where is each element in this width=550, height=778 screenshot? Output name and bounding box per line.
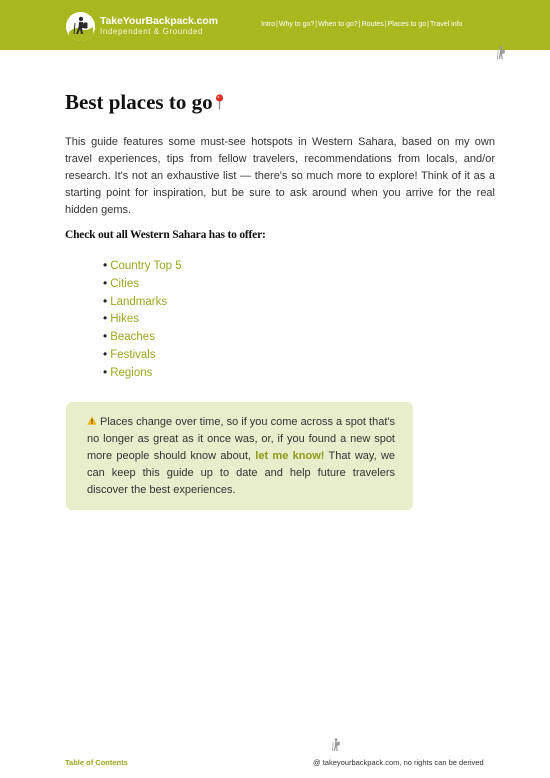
brand-name[interactable]: TakeYourBackpack.com	[100, 15, 218, 27]
list-item	[103, 275, 182, 293]
page-title	[65, 90, 224, 115]
nav-routes[interactable]: Routes	[361, 21, 384, 28]
intro-paragraph: This guide features some must-see hotspots in Western Sahara, based on my own travel experiences, tips from fellow travelers, recommendations from locals, and/or research. It's not an exhaustive list — there's so much more to explore! Think of it as a starting point for inspiration, but be sure to ask around when you arrive for the real hidden gems.	[65, 136, 495, 216]
list-item	[103, 310, 182, 328]
nav-why-to-go[interactable]: Why to go?	[278, 21, 315, 28]
site-header	[0, 0, 550, 50]
copyright-text: @ takeyourbackpack.com, no rights can be derived	[313, 758, 484, 767]
link-hikes[interactable]: Hikes	[110, 313, 139, 326]
nav-when-to-go[interactable]: When to go?	[318, 21, 358, 28]
link-cities[interactable]: Cities	[110, 277, 139, 290]
list-item	[103, 293, 182, 311]
pin-icon	[215, 94, 224, 110]
list-item	[103, 328, 182, 346]
link-festivals[interactable]: Festivals	[110, 348, 156, 361]
page-title-text: Best places to go	[65, 90, 213, 114]
nav-intro[interactable]: Intro	[261, 21, 276, 28]
nav-separator: |	[315, 21, 318, 28]
link-landmarks[interactable]: Landmarks	[110, 295, 168, 308]
note-text-end: That way, we can keep this guide up to date and help future travelers discover the best experiences.	[87, 450, 396, 496]
link-country-top-5[interactable]: Country Top 5	[110, 260, 182, 272]
feedback-note-box	[66, 402, 413, 510]
nav-separator: |	[276, 21, 278, 28]
feedback-note-text	[87, 414, 395, 499]
nav-travel-info[interactable]: Travel info	[430, 21, 463, 28]
table-of-contents-link[interactable]: Table of Contents	[65, 758, 128, 767]
link-regions[interactable]: Regions	[110, 366, 153, 379]
top-nav	[261, 21, 462, 28]
logo-hiker-icon	[66, 12, 95, 41]
nav-separator: |	[427, 21, 429, 28]
category-link-list	[103, 257, 182, 382]
nav-separator: |	[358, 21, 361, 28]
let-me-know-link[interactable]: let me know!	[255, 450, 325, 462]
warning-icon	[87, 416, 97, 425]
hiker-icon	[331, 738, 341, 752]
brand-tagline: Independent & Grounded	[100, 27, 204, 36]
section-subheading: Check out all Western Sahara has to offer:	[65, 229, 266, 241]
nav-places-to-go[interactable]: Places to go	[387, 21, 427, 28]
hiker-icon	[496, 46, 506, 60]
logo[interactable]	[66, 12, 95, 41]
nav-separator: |	[384, 21, 387, 28]
list-item	[103, 364, 182, 382]
list-item	[103, 257, 182, 275]
link-beaches[interactable]: Beaches	[110, 331, 155, 344]
note-text-start: Places change over time, so if you come across a spot that's no longer as great as it once was, or, if you found a new spot more people should know about,	[87, 416, 395, 462]
list-item	[103, 346, 182, 364]
